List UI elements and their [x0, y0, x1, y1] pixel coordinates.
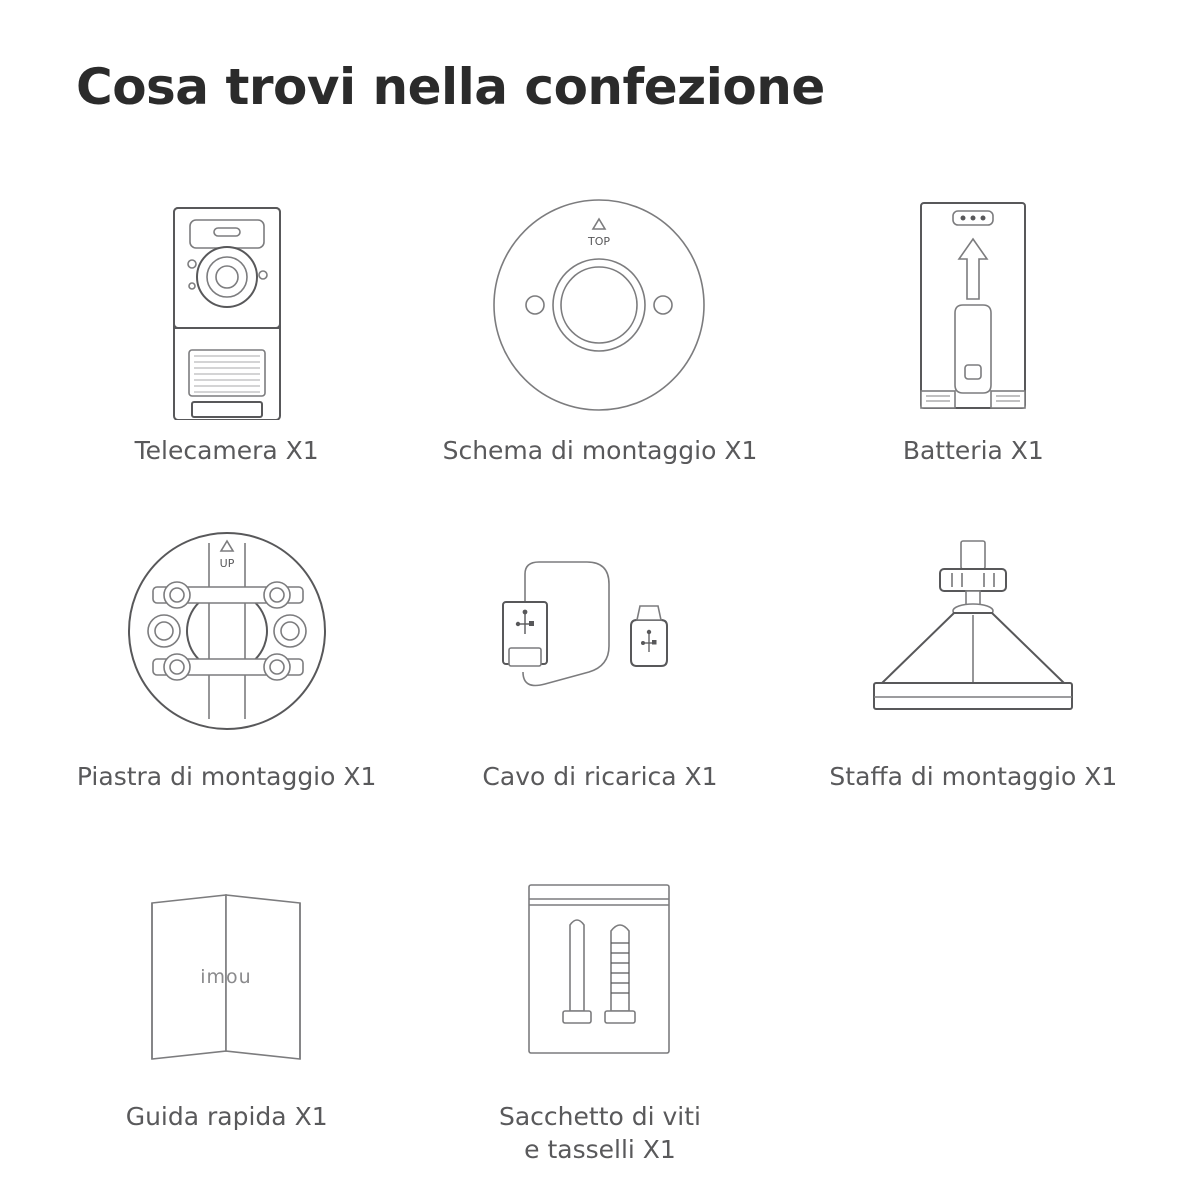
page-title: Cosa trovi nella confezione	[76, 58, 825, 116]
camera-icon	[132, 190, 322, 420]
item-mounting-bracket[interactable]	[787, 516, 1160, 794]
mounting-plate-icon	[117, 516, 337, 746]
mounting-template-icon	[492, 190, 707, 420]
item-label: Telecamera X1	[134, 436, 319, 465]
item-battery[interactable]	[787, 190, 1160, 468]
booklet-icon	[122, 856, 332, 1086]
item-label: Cavo di ricarica X1	[482, 761, 718, 791]
item-label-line2: e tasselli X1	[524, 1135, 676, 1165]
item-charging-cable[interactable]	[413, 516, 786, 794]
item-label: Batteria X1	[902, 436, 1044, 465]
items-row	[40, 856, 1160, 1168]
plate-up-marking: UP	[219, 556, 234, 570]
brand-logo-text: imou	[199, 966, 252, 988]
item-mounting-template[interactable]	[413, 190, 786, 468]
items-row	[40, 516, 1160, 794]
mounting-bracket-icon	[848, 516, 1098, 746]
screw-bag-icon	[507, 856, 692, 1086]
item-label: Staffa di montaggio X1	[829, 761, 1118, 791]
item-screw-bag[interactable]	[413, 856, 786, 1168]
item-label	[499, 1100, 701, 1168]
usb-cable-icon	[485, 516, 715, 746]
item-camera[interactable]	[40, 190, 413, 468]
item-quick-guide[interactable]	[40, 856, 413, 1168]
item-mounting-plate[interactable]	[40, 516, 413, 794]
item-label: Piastra di montaggio X1	[76, 761, 377, 791]
item-label-line1: Sacchetto di viti	[498, 1101, 701, 1131]
items-row	[40, 190, 1160, 468]
battery-icon	[893, 190, 1053, 420]
item-label: Guida rapida X1	[125, 1101, 328, 1131]
item-label: Schema di montaggio X1	[442, 436, 758, 465]
template-top-marking: TOP	[588, 234, 611, 248]
items-grid	[40, 190, 1160, 1167]
